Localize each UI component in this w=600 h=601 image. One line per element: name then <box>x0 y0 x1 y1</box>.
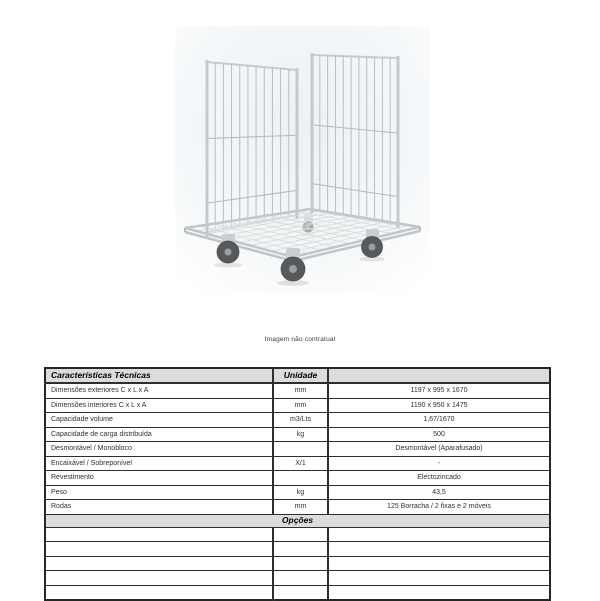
spec-unit: mm <box>273 383 328 398</box>
table-row <box>45 413 550 428</box>
spec-value: Electozincado <box>328 471 550 486</box>
spec-label: Capacidade de carga distribuída <box>45 427 273 442</box>
spec-unit: kg <box>273 485 328 500</box>
empty-row <box>45 556 550 571</box>
spec-label: Peso <box>45 485 273 500</box>
spec-value: 1197 x 995 x 1670 <box>328 383 550 398</box>
spec-label: Dimensões exteriores C x L x A <box>45 383 273 398</box>
table-row <box>45 398 550 413</box>
spec-label: Rodas <box>45 500 273 515</box>
empty-row <box>45 571 550 586</box>
spec-label: Encaixável / Sobreponível <box>45 456 273 471</box>
spec-value: Desmontável (Aparafusado) <box>328 442 550 457</box>
spec-label: Revestimento <box>45 471 273 486</box>
spec-value: 43,5 <box>328 485 550 500</box>
table-row <box>45 456 550 471</box>
spec-unit: kg <box>273 427 328 442</box>
spec-table <box>44 367 551 601</box>
spec-unit: mm <box>273 398 328 413</box>
spec-value: 1,67/1670 <box>328 413 550 428</box>
table-row <box>45 442 550 457</box>
spec-unit: m3/Lts <box>273 413 328 428</box>
table-row <box>45 485 550 500</box>
spec-label: Dimensões interiores C x L x A <box>45 398 273 413</box>
spec-label: Desmontável / Monobloco <box>45 442 273 457</box>
table-row <box>45 500 550 515</box>
table-row <box>45 383 550 398</box>
options-header: Opções <box>45 514 550 527</box>
spec-unit: mm <box>273 500 328 515</box>
table-row <box>45 427 550 442</box>
header-unit: Unidade <box>273 368 328 383</box>
options-header-row <box>45 514 550 527</box>
empty-row <box>45 585 550 600</box>
spec-value: 500 <box>328 427 550 442</box>
product-image <box>175 26 430 294</box>
spec-unit: X/1 <box>273 456 328 471</box>
product-figure <box>175 26 430 294</box>
spec-unit <box>273 471 328 486</box>
spec-unit <box>273 442 328 457</box>
table-row <box>45 471 550 486</box>
empty-row <box>45 542 550 557</box>
spec-label: Capacidade volume <box>45 413 273 428</box>
spec-value: 1190 x 950 x 1475 <box>328 398 550 413</box>
header-characteristics: Características Técnicas <box>45 368 273 383</box>
table-header-row <box>45 368 550 383</box>
empty-row <box>45 527 550 542</box>
spec-value: - <box>328 456 550 471</box>
figure-caption: Imagem não contratual <box>264 336 336 343</box>
spec-value: 125 Borracha / 2 fixas e 2 móveis <box>328 500 550 515</box>
header-value-column <box>328 368 550 383</box>
